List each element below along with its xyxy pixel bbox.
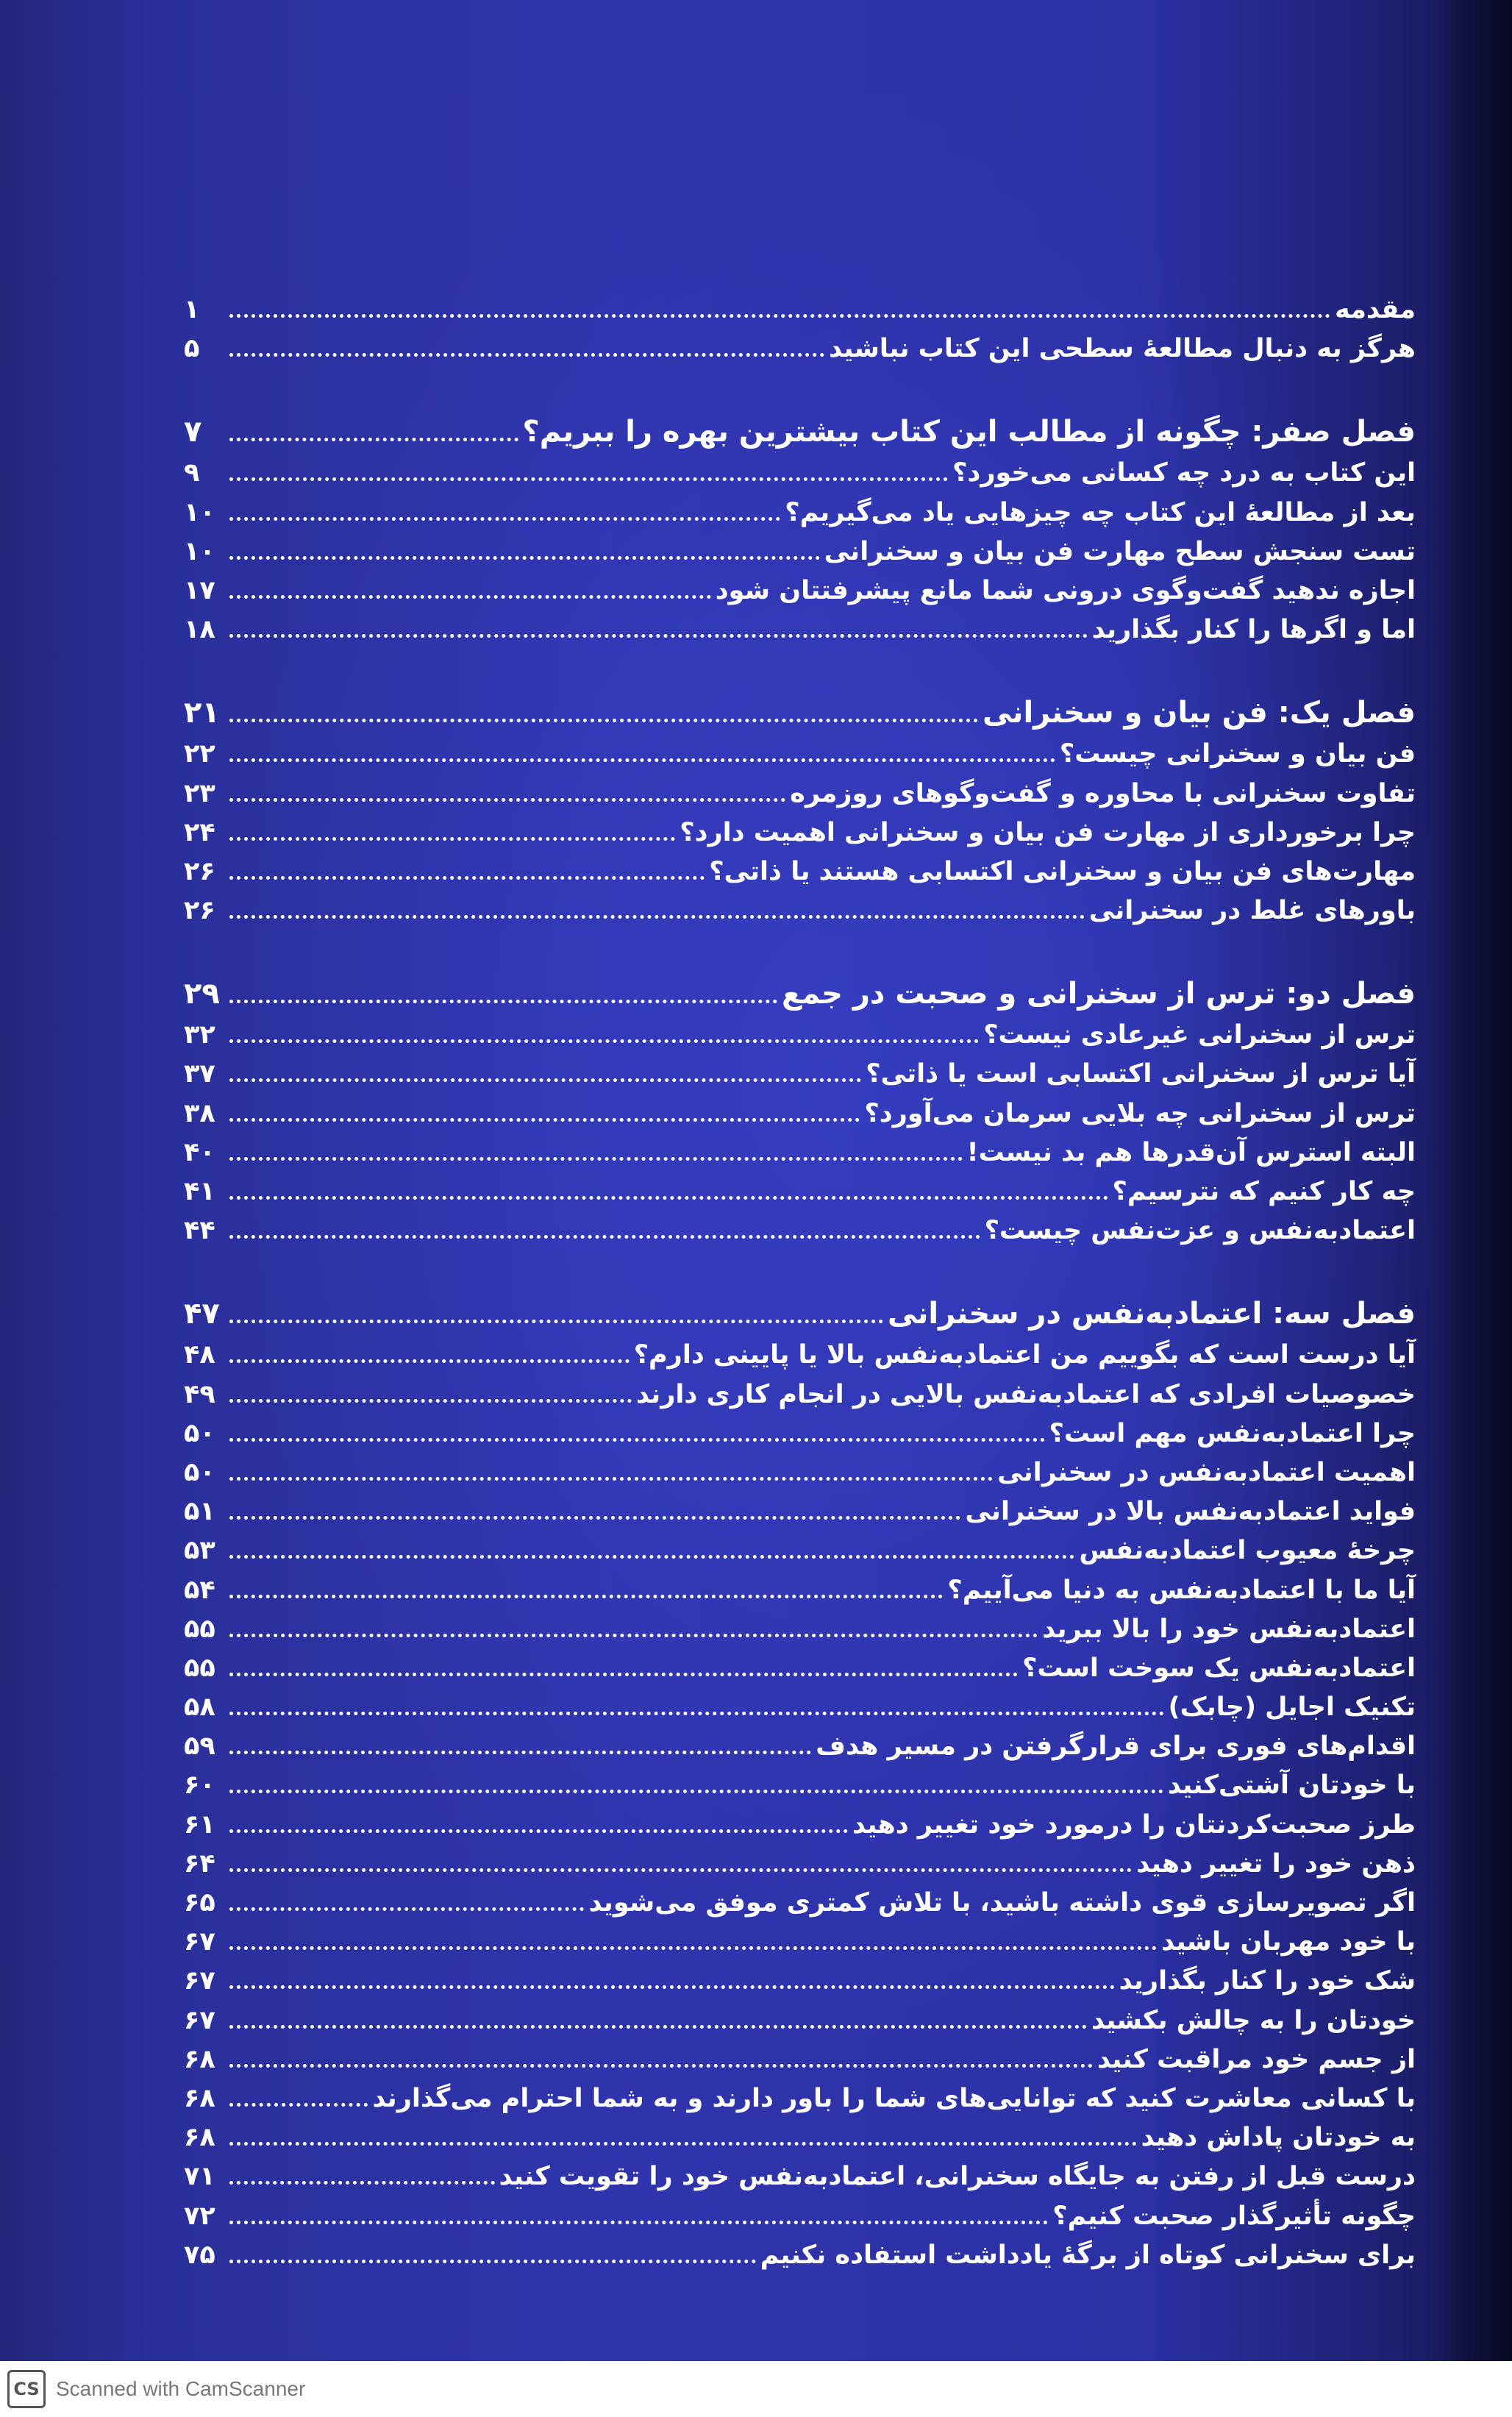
toc-entry-title: تکنیک اجایل (چابک)	[1168, 1692, 1416, 1723]
toc-entry-page-number: ۱۰	[184, 497, 215, 527]
toc-entry-page-number: ۶۸	[184, 2083, 215, 2113]
toc-entry-page-number: ۶۸	[184, 2123, 215, 2153]
dot-leader	[229, 798, 785, 802]
toc-entry-title: چرا اعتمادبه‌نفس مهم است؟	[1049, 1418, 1416, 1448]
toc-entry	[184, 1094, 1416, 1133]
toc-entry	[184, 2236, 1416, 2275]
scanner-footer	[0, 2361, 1512, 2417]
dot-leader	[229, 1868, 1132, 1872]
toc-entry-page-number: ۶۱	[184, 1809, 215, 1840]
toc-entry-title: شک خود را کنار بگذارید	[1119, 1966, 1416, 1996]
toc-entry	[184, 2157, 1416, 2196]
toc-section	[184, 694, 1416, 930]
toc-chapter-heading	[184, 1295, 1416, 1336]
toc-entry	[184, 2197, 1416, 2236]
toc-entry-title: با کسانی معاشرت کنید که توانایی‌های شما را باور دارند و به شما احترام می‌گذارند	[372, 2083, 1416, 2113]
toc-entry-page-number: ۷۵	[184, 2240, 215, 2270]
dot-leader	[229, 1157, 963, 1161]
toc-entry-title: آیا ترس از سخنرانی اکتسابی است یا ذاتی؟	[866, 1059, 1416, 1089]
dot-leader	[229, 1320, 883, 1323]
toc-entry-title: مهارت‌های فن بیان و سخنرانی اکتسابی هستند یا ذاتی؟	[709, 856, 1416, 886]
toc-entry-title: با خود مهربان باشید	[1161, 1927, 1416, 1957]
toc-entry-page-number: ۱۷	[184, 575, 215, 605]
toc-entry-page-number: ۵۰	[184, 1457, 215, 1487]
toc-entry	[184, 1453, 1416, 1492]
toc-section	[184, 413, 1416, 649]
toc-entry	[184, 572, 1416, 611]
toc-entry-title: فصل سه: اعتمادبه‌نفس در سخنرانی	[887, 1297, 1416, 1331]
toc-entry-title: ترس از سخنرانی غیرعادی نیست؟	[983, 1020, 1416, 1050]
toc-entry-page-number: ۵۱	[184, 1497, 215, 1527]
toc-entry-title: طرز صحبت‌کردنتان را درمورد خود تغییر دهید	[852, 1809, 1416, 1840]
toc-entry-page-number: ۲۶	[184, 896, 215, 926]
toc-entry-title: برای سخنرانی کوتاه از برگهٔ یادداشت استفاده نکنیم	[760, 2240, 1416, 2270]
dot-leader	[229, 2221, 1048, 2224]
toc-entry	[184, 1414, 1416, 1453]
dot-leader	[229, 1438, 1045, 1442]
toc-section	[184, 975, 1416, 1250]
toc-entry-page-number: ۱	[184, 295, 200, 324]
toc-entry-page-number: ۲۱	[184, 696, 220, 730]
toc-entry-page-number: ۵۵	[184, 1653, 215, 1683]
dot-leader	[229, 1000, 777, 1003]
toc-entry-title: از جسم خود مراقبت کنید	[1096, 2044, 1416, 2074]
toc-entry-page-number: ۴۱	[184, 1177, 215, 1206]
toc-entry-page-number: ۷	[184, 415, 202, 449]
toc-entry	[184, 1375, 1416, 1414]
toc-section	[184, 1295, 1416, 2275]
toc-entry	[184, 1336, 1416, 1375]
dot-leader	[229, 837, 675, 841]
toc-entry	[184, 2079, 1416, 2118]
toc-entry-title: اعتمادبه‌نفس یک سوخت است؟	[1022, 1653, 1416, 1683]
toc-entry-title: فصل دو: ترس از سخنرانی و صحبت در جمع	[781, 977, 1416, 1011]
toc-entry-page-number: ۶۷	[184, 1927, 215, 1957]
toc-entry-page-number: ۱۸	[184, 615, 215, 645]
toc-entry-page-number: ۵۸	[184, 1692, 215, 1723]
toc-entry-title: مقدمه	[1335, 295, 1416, 324]
toc-entry-title: به خودتان پاداش دهید	[1141, 2123, 1416, 2153]
toc-entry	[184, 1845, 1416, 1884]
toc-entry-page-number: ۴۸	[184, 1340, 215, 1370]
toc-entry	[184, 2040, 1416, 2079]
toc-entry	[184, 1884, 1416, 1923]
toc-entry-title: چرخهٔ معیوب اعتمادبه‌نفس	[1079, 1536, 1416, 1566]
toc-entry	[184, 852, 1416, 891]
toc-entry-title: تست سنجش سطح مهارت فن بیان و سخنرانی	[824, 536, 1416, 566]
toc-entry	[184, 1649, 1416, 1688]
dot-leader	[229, 477, 948, 481]
dot-leader	[229, 1790, 1163, 1793]
toc-entry	[184, 494, 1416, 533]
dot-leader	[229, 876, 705, 880]
toc-entry	[184, 1923, 1416, 1962]
toc-entry-page-number: ۶۸	[184, 2044, 215, 2074]
toc-chapter-heading	[184, 413, 1416, 454]
toc-entry-title: اجازه ندهید گفت‌وگوی درونی شما مانع پیشرفتتان شود	[715, 575, 1416, 605]
toc-entry-title: اما و اگرها را کنار بگذارید	[1091, 615, 1416, 645]
dot-leader	[229, 517, 780, 521]
dot-leader	[229, 1985, 1115, 1989]
toc-chapter-heading	[184, 975, 1416, 1016]
toc-entry-title: اگر تصویرسازی قوی داشته باشید، با تلاش کمتری موفق می‌شوید	[588, 1888, 1416, 1918]
dot-leader	[229, 1078, 861, 1082]
toc-entry-title: چه کار کنیم که نترسیم؟	[1112, 1177, 1416, 1206]
toc-entry	[184, 533, 1416, 572]
dot-leader	[229, 595, 711, 599]
dot-leader	[229, 1751, 811, 1754]
toc-entry	[184, 814, 1416, 852]
toc-entry-title: چگونه تأثیرگذار صحبت کنیم؟	[1052, 2201, 1416, 2231]
dot-leader	[229, 915, 1085, 919]
toc-entry-title: فصل صفر: چگونه از مطالب این کتاب بیشترین بهره را ببریم؟	[522, 415, 1416, 449]
scanner-watermark-label: Scanned with CamScanner	[56, 2377, 306, 2400]
toc-entry-page-number: ۴۷	[184, 1297, 220, 1331]
toc-entry-title: این کتاب به درد چه کسانی می‌خورد؟	[952, 458, 1416, 488]
toc-entry	[184, 1492, 1416, 1531]
toc-entry-title: ترس از سخنرانی چه بلایی سرمان می‌آورد؟	[864, 1098, 1416, 1128]
toc-entry-title: آیا درست است که بگوییم من اعتمادبه‌نفس بالا یا پایینی دارم؟	[633, 1340, 1416, 1370]
dot-leader	[229, 1196, 1108, 1200]
toc-entry-page-number: ۴۹	[184, 1379, 215, 1409]
dot-leader	[229, 1595, 943, 1598]
toc-entry-title: اعتمادبه‌نفس خود را بالا ببرید	[1042, 1614, 1416, 1644]
dot-leader	[229, 353, 824, 357]
dot-leader	[229, 1555, 1074, 1559]
toc-entry	[184, 2001, 1416, 2040]
toc-entry-page-number: ۶۴	[184, 1848, 215, 1879]
dot-leader	[229, 2181, 495, 2185]
toc-entry	[184, 1962, 1416, 2001]
toc-entry-title: درست قبل از رفتن به جایگاه سخنرانی، اعتمادبه‌نفس خود را تقویت کنید	[499, 2162, 1416, 2192]
dot-leader	[229, 1235, 980, 1239]
toc-entry	[184, 2118, 1416, 2157]
toc-entry	[184, 1016, 1416, 1055]
toc-entry-page-number: ۲۲	[184, 739, 215, 769]
dot-leader	[229, 719, 978, 722]
toc-entry	[184, 1571, 1416, 1610]
toc-entry-page-number: ۳۲	[184, 1020, 215, 1050]
toc-entry-page-number: ۵۴	[184, 1575, 215, 1605]
table-of-contents	[184, 291, 1416, 2319]
dot-leader	[229, 1118, 860, 1122]
dot-leader	[229, 2103, 368, 2107]
dot-leader	[229, 2064, 1093, 2068]
toc-entry	[184, 611, 1416, 649]
dot-leader	[229, 1673, 1018, 1676]
toc-entry-page-number: ۲۴	[184, 817, 215, 847]
toc-entry-title: بعد از مطالعهٔ این کتاب چه چیزهایی یاد می‌گیریم؟	[785, 497, 1416, 527]
dot-leader	[229, 1712, 1164, 1715]
toc-entry	[184, 1610, 1416, 1649]
toc-entry	[184, 1133, 1416, 1172]
toc-entry-page-number: ۲۳	[184, 778, 215, 808]
dot-leader	[229, 1477, 993, 1481]
dot-leader	[229, 634, 1088, 638]
toc-entry-title: البته استرس آن‌قدرها هم بد نیست!	[966, 1137, 1416, 1167]
toc-entry-page-number: ۹	[184, 458, 200, 488]
dot-leader	[229, 758, 1055, 762]
toc-entry-page-number: ۶۰	[184, 1770, 215, 1801]
toc-entry-title: باورهای غلط در سخنرانی	[1088, 896, 1416, 926]
toc-entry-title: آیا ما با اعتمادبه‌نفس به دنیا می‌آییم؟	[947, 1575, 1416, 1605]
dot-leader	[229, 556, 820, 560]
toc-entry-title: تفاوت سخنرانی با محاوره و گفت‌وگوهای روزمره	[790, 778, 1416, 808]
dot-leader	[229, 314, 1330, 318]
toc-entry-title: با خودتان آشتی‌کنید	[1167, 1770, 1416, 1801]
toc-entry	[184, 330, 1416, 369]
toc-entry-page-number: ۵	[184, 334, 200, 364]
toc-entry-title: چرا برخورداری از مهارت فن بیان و سخنرانی اهمیت دارد؟	[680, 817, 1416, 847]
toc-entry-title: هرگز به دنبال مطالعهٔ سطحی این کتاب نباشید	[829, 334, 1416, 364]
dot-leader	[229, 2260, 756, 2263]
toc-entry	[184, 775, 1416, 814]
dot-leader	[229, 1399, 632, 1403]
dot-leader	[229, 1829, 848, 1833]
toc-entry	[184, 735, 1416, 774]
toc-entry-title: خصوصیات افرادی که اعتمادبه‌نفس بالایی در انجام کاری دارند	[635, 1379, 1416, 1409]
toc-chapter-heading	[184, 694, 1416, 735]
toc-entry-title: خودتان را به چالش بکشید	[1091, 2005, 1416, 2035]
toc-entry-page-number: ۵۹	[184, 1731, 215, 1762]
toc-entry	[184, 1211, 1416, 1250]
toc-entry	[184, 1766, 1416, 1805]
toc-entry-page-number: ۴۴	[184, 1216, 215, 1246]
toc-entry-page-number: ۲۹	[184, 977, 220, 1011]
toc-entry	[184, 1688, 1416, 1727]
toc-entry-title: اهمیت اعتمادبه‌نفس در سخنرانی	[997, 1457, 1416, 1487]
toc-entry	[184, 1531, 1416, 1570]
toc-entry-title: ذهن خود را تغییر دهید	[1136, 1848, 1416, 1879]
toc-section	[184, 291, 1416, 369]
toc-entry-title: فصل یک: فن بیان و سخنرانی	[982, 696, 1416, 730]
toc-entry	[184, 1806, 1416, 1845]
toc-entry	[184, 291, 1416, 330]
toc-entry-page-number: ۵۵	[184, 1614, 215, 1644]
toc-entry	[184, 1172, 1416, 1211]
toc-entry	[184, 454, 1416, 493]
toc-entry-title: فن بیان و سخنرانی چیست؟	[1059, 739, 1416, 769]
dot-leader	[229, 1634, 1038, 1637]
toc-entry	[184, 891, 1416, 930]
toc-entry-title: اعتمادبه‌نفس و عزت‌نفس چیست؟	[984, 1216, 1416, 1246]
toc-entry-page-number: ۶۷	[184, 1966, 215, 1996]
toc-entry-page-number: ۱۰	[184, 536, 215, 566]
toc-entry-page-number: ۷۱	[184, 2162, 215, 2192]
dot-leader	[229, 1946, 1157, 1950]
dot-leader	[229, 438, 518, 441]
camscanner-logo-icon: CS	[7, 2370, 46, 2408]
toc-entry-page-number: ۵۰	[184, 1418, 215, 1448]
toc-entry-page-number: ۶۵	[184, 1888, 215, 1918]
toc-entry-title: اقدام‌های فوری برای قرارگرفتن در مسیر هدف	[816, 1731, 1416, 1762]
toc-entry	[184, 1055, 1416, 1094]
toc-entry-page-number: ۴۰	[184, 1137, 215, 1167]
toc-entry-page-number: ۳۸	[184, 1098, 215, 1128]
toc-entry-page-number: ۷۲	[184, 2201, 215, 2231]
dot-leader	[229, 1039, 979, 1043]
toc-entry-page-number: ۳۷	[184, 1059, 215, 1089]
dot-leader	[229, 2142, 1137, 2146]
dot-leader	[229, 1516, 960, 1520]
dot-leader	[229, 2025, 1087, 2029]
dot-leader	[229, 1359, 630, 1363]
toc-entry-page-number: ۲۶	[184, 856, 215, 886]
dot-leader	[229, 1907, 584, 1911]
toc-entry	[184, 1727, 1416, 1766]
toc-entry-title: فواید اعتمادبه‌نفس بالا در سخنرانی	[965, 1497, 1416, 1527]
toc-entry-page-number: ۶۷	[184, 2005, 215, 2035]
toc-entry-page-number: ۵۳	[184, 1536, 215, 1566]
